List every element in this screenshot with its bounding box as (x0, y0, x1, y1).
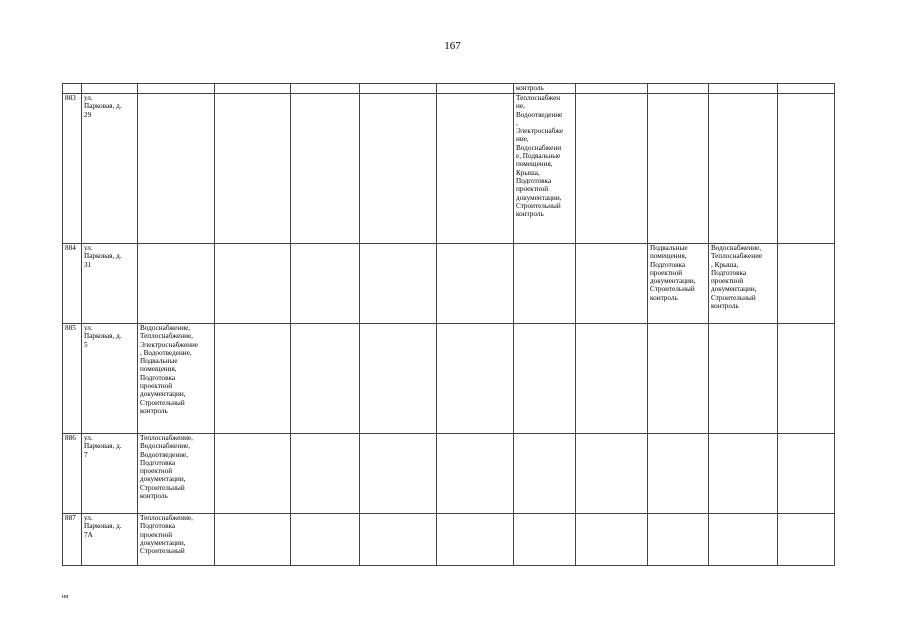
work-cell (709, 84, 778, 94)
work-cell (514, 94, 576, 244)
address-text: ул. Парковая, д. 7А (84, 514, 122, 539)
work-cell (291, 244, 360, 324)
work-text: Водоснабжение, Теплоснабжение , Крыша, Подготовка проектной документации, Строительный контроль (711, 244, 763, 311)
address-cell (82, 324, 138, 434)
work-cell (138, 94, 215, 244)
work-cell (291, 324, 360, 434)
work-cell (215, 324, 291, 434)
work-cell (291, 84, 360, 94)
work-cell (514, 244, 576, 324)
work-cell (437, 324, 514, 434)
work-cell (514, 84, 576, 94)
work-cell (360, 94, 437, 244)
works-table (62, 83, 835, 566)
work-cell (576, 94, 648, 244)
work-cell (437, 94, 514, 244)
work-cell (437, 514, 514, 566)
work-cell (138, 514, 215, 566)
table-row (63, 244, 835, 324)
work-cell (138, 434, 215, 514)
table-row (63, 84, 835, 94)
table-row (63, 94, 835, 244)
work-cell (648, 324, 709, 434)
work-cell (138, 84, 215, 94)
row-number: 885 (65, 324, 76, 332)
address-cell (82, 514, 138, 566)
work-cell (291, 514, 360, 566)
work-text: контроль (516, 84, 544, 92)
work-cell (215, 94, 291, 244)
work-cell (360, 434, 437, 514)
row-number: 884 (65, 244, 76, 252)
row-number-cell (63, 94, 82, 244)
address-text: ул. Парковая, д. 31 (84, 244, 122, 269)
work-cell (648, 84, 709, 94)
work-cell (576, 514, 648, 566)
page-number: 167 (444, 40, 461, 52)
work-cell (360, 324, 437, 434)
row-number: 887 (65, 514, 76, 522)
work-cell (291, 94, 360, 244)
work-cell (648, 514, 709, 566)
row-number-cell (63, 514, 82, 566)
work-cell (215, 514, 291, 566)
work-cell (360, 244, 437, 324)
address-cell (82, 84, 138, 94)
work-cell (778, 94, 835, 244)
work-cell (514, 514, 576, 566)
work-cell (138, 244, 215, 324)
row-number-cell (63, 84, 82, 94)
work-cell (291, 434, 360, 514)
work-cell (648, 434, 709, 514)
table-row (63, 324, 835, 434)
work-cell (215, 84, 291, 94)
work-cell (709, 434, 778, 514)
work-cell (709, 514, 778, 566)
work-cell (437, 434, 514, 514)
address-text: ул. Парковая, д. 5 (84, 324, 122, 349)
work-cell (514, 434, 576, 514)
work-text: Теплоснабжен ие, Водоотведение , Электроснабже ние, Водоснабжени е, Подвальные помещения, Крыша, Подготовка проектной документации, Строительный контроль (516, 94, 564, 219)
work-cell (360, 84, 437, 94)
row-number-cell (63, 244, 82, 324)
work-cell (576, 434, 648, 514)
address-text: ул. Парковая, д. 29 (84, 94, 122, 119)
address-text: ул. Парковая, д. 7 (84, 434, 122, 459)
table-row (63, 514, 835, 566)
work-cell (709, 324, 778, 434)
address-cell (82, 434, 138, 514)
work-cell (215, 434, 291, 514)
work-cell (514, 324, 576, 434)
work-cell (576, 84, 648, 94)
work-cell (709, 244, 778, 324)
work-cell (576, 244, 648, 324)
work-cell (648, 244, 709, 324)
work-text: Теплоснабжение, Подготовка проектной документации, Строительный (140, 514, 193, 556)
footer-mark: нн (62, 594, 69, 600)
work-cell (437, 244, 514, 324)
work-cell (437, 84, 514, 94)
row-number-cell (63, 324, 82, 434)
work-cell (360, 514, 437, 566)
row-number: 886 (65, 434, 76, 442)
row-number: 883 (65, 94, 76, 102)
work-cell (778, 324, 835, 434)
work-cell (576, 324, 648, 434)
work-cell (709, 94, 778, 244)
work-cell (215, 244, 291, 324)
work-cell (778, 84, 835, 94)
work-cell (648, 94, 709, 244)
work-text: Водоснабжение, Теплоснабжение, Электроснабжение , Водоотведение, Подвальные помещения, Подготовка проектной документации, Строительный контроль (140, 324, 199, 415)
work-text: Подвальные помещения, Подготовка проектной документации, Строительный контроль (650, 244, 696, 302)
table-row (63, 434, 835, 514)
work-text: Теплоснабжение, Водоснабжение, Водоотведение, Подготовка проектной документации, Строительный контроль (140, 434, 193, 501)
address-cell (82, 244, 138, 324)
work-cell (778, 434, 835, 514)
row-number-cell (63, 434, 82, 514)
work-cell (138, 324, 215, 434)
work-cell (778, 514, 835, 566)
work-cell (778, 244, 835, 324)
address-cell (82, 94, 138, 244)
